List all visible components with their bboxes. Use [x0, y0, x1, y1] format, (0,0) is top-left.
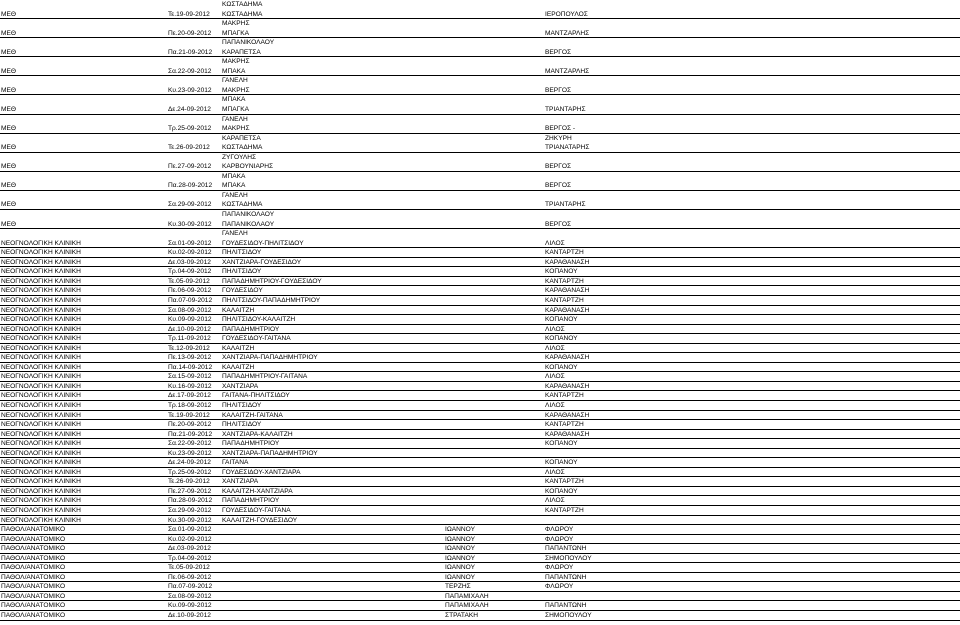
staff-c-cell: ΚΑΡΑΘΑΝΑΣΗ [545, 382, 590, 390]
table-row [0, 363, 960, 373]
table-row [0, 573, 960, 583]
table-row [0, 477, 960, 487]
staff-c-cell: ΣΗΜΟΠΟΥΛΟΥ [545, 612, 592, 619]
table-row [0, 506, 960, 516]
department-cell: ΝΕΟΓΝΟΛΟΓΙΚΗ ΚΛΙΝΙΚΗ [1, 354, 81, 362]
staff-a-cell: ΓΟΥΔΕΣΙΔΟΥ-ΓΑΙΤΑΝΑ [222, 506, 291, 514]
department-cell: ΝΕΟΓΝΟΛΟΓΙΚΗ ΚΛΙΝΙΚΗ [1, 478, 81, 486]
staff-c-cell: ΦΛΩΡΟΥ [545, 564, 574, 572]
staff-c-cell: ΚΑΡΑΘΑΝΑΣΗ [545, 430, 590, 438]
table-row [0, 468, 960, 478]
date-cell: Πε.20-09-2012 [168, 421, 212, 429]
staff-a-cell: ΚΩΣΤΑΔΗΜΑ [222, 144, 263, 152]
table-row [0, 10, 960, 20]
staff-c-cell: ΛΙΛΟΣ [545, 401, 565, 409]
staff-c-cell: ΒΕΡΓΟΣ [545, 48, 572, 56]
staff-a-cell: ΜΑΚΡΗΣ [222, 125, 250, 133]
table-row [0, 239, 960, 249]
date-cell: Κυ.16-09-2012 [168, 382, 212, 390]
table-row [0, 124, 960, 134]
table-row [0, 315, 960, 325]
staff-c-cell: ΚΑΡΑΘΑΝΑΣΗ [545, 306, 590, 314]
department-cell: ΝΕΟΓΝΟΛΟΓΙΚΗ ΚΛΙΝΙΚΗ [1, 449, 81, 457]
staff-c-cell: ΠΑΠΑΝΤΩΝΗ [545, 545, 587, 553]
staff-a-cell: ΚΑΡΒΟΥΝΙΑΡΗΣ [222, 163, 274, 171]
date-cell: Δε.03-09-2012 [168, 545, 211, 553]
department-cell: ΝΕΟΓΝΟΛΟΓΙΚΗ ΚΛΙΝΙΚΗ [1, 239, 81, 247]
staff-a-cell: ΠΑΠΑΔΗΜΗΤΡΙΟΥ [222, 440, 280, 448]
staff-a-cell: ΧΑΝΤΖΙΑΡΑ [222, 382, 259, 390]
staff-c-cell: ΚΑΝΤΑΡΤΖΗ [545, 478, 584, 486]
staff-c-cell: ΤΡΙΑΝΑΤΑΡΗΣ [545, 144, 590, 152]
staff-a-cell: ΜΠΑΓΚΑ [222, 29, 250, 37]
table-row [0, 191, 960, 201]
department-cell: ΝΕΟΓΝΟΛΟΓΙΚΗ ΚΛΙΝΙΚΗ [1, 316, 81, 324]
staff-b-cell: ΠΑΠΑΜΙΧΑΛΗ [445, 602, 489, 610]
staff-a-cell: ΧΑΝΤΖΙΑΡΑ-ΚΑΛΑΙΤΖΗ [222, 430, 293, 438]
table-row [0, 0, 960, 10]
department-cell: ΜΕΘ [1, 67, 17, 75]
staff-a-cell: ΧΑΝΤΖΙΑΡΑ [222, 478, 259, 486]
table-row [0, 19, 960, 29]
table-row [0, 430, 960, 440]
date-cell: Σα.15-09-2012 [168, 373, 212, 381]
table-row [0, 353, 960, 363]
staff-c-cell: ΠΑΠΑΝΤΩΝΗ [545, 573, 587, 581]
date-cell: Τρ.11-09-2012 [168, 335, 211, 343]
table-row [0, 535, 960, 545]
staff-a-cell: ΠΗΛΙΤΣΙΔΟΥ [222, 268, 262, 276]
staff-c-cell: ΒΕΡΓΟΣ [545, 182, 572, 190]
staff-a-cell: ΚΑΛΑΙΤΖΗ-ΓΑΙΤΑΝΑ [222, 411, 283, 419]
department-cell: ΝΕΟΓΝΟΛΟΓΙΚΗ ΚΛΙΝΙΚΗ [1, 268, 81, 276]
date-cell: Τε.05-09-2012 [168, 277, 210, 285]
staff-a-cell: ΠΑΠΑΝΙΚΟΛΑΟΥ [222, 39, 275, 47]
date-cell: Τρ.04-09-2012 [168, 268, 212, 276]
date-cell: Σα.22-09-2012 [168, 67, 212, 75]
department-cell: ΝΕΟΓΝΟΛΟΓΙΚΗ ΚΛΙΝΙΚΗ [1, 411, 81, 419]
staff-c-cell: ΜΑΝΤΖΑΡΛΗΣ [545, 29, 590, 37]
department-cell: ΝΕΟΓΝΟΛΟΓΙΚΗ ΚΛΙΝΙΚΗ [1, 363, 81, 371]
staff-a-cell: ΠΑΠΑΔΗΜΗΤΡΙΟΥ [222, 325, 280, 333]
date-cell: Σα.29-09-2012 [168, 506, 212, 514]
table-row [0, 544, 960, 554]
staff-b-cell: ΣΤΡΑΤΑΚΗ [445, 612, 479, 619]
table-row [0, 611, 960, 621]
staff-c-cell: ΚΟΠΑΝΟΥ [545, 335, 578, 343]
table-row [0, 67, 960, 77]
staff-a-cell: ΚΑΛΑΙΤΖΗ-ΧΑΝΤΖΙΑΡΑ [222, 487, 293, 495]
department-cell: ΝΕΟΓΝΟΛΟΓΙΚΗ ΚΛΙΝΙΚΗ [1, 497, 81, 505]
staff-c-cell: ΛΙΛΟΣ [545, 373, 565, 381]
staff-c-cell: ΚΟΠΑΝΟΥ [545, 459, 578, 467]
staff-a-cell: ΠΑΠΑΝΙΚΟΛΑΟΥ [222, 220, 275, 228]
department-cell: ΝΕΟΓΝΟΛΟΓΙΚΗ ΚΛΙΝΙΚΗ [1, 335, 81, 343]
staff-a-cell: ΚΑΛΑΙΤΖΗ [222, 363, 255, 371]
staff-a-cell: ΚΑΛΑΙΤΖΗ-ΓΟΥΔΕΣΙΔΟΥ [222, 516, 298, 524]
date-cell: Κυ.02-09-2012 [168, 249, 212, 257]
staff-c-cell: ΚΑΡΑΘΑΝΑΣΗ [545, 411, 590, 419]
table-row [0, 382, 960, 392]
staff-c-cell: ΚΟΠΑΝΟΥ [545, 268, 578, 276]
table-row [0, 105, 960, 115]
table-row [0, 449, 960, 459]
date-cell: Δε.03-09-2012 [168, 258, 211, 266]
staff-c-cell: ΚΑΝΤΑΡΤΖΗ [545, 392, 584, 400]
table-row [0, 277, 960, 287]
table-row [0, 439, 960, 449]
table-row [0, 115, 960, 125]
staff-c-cell: ΖΗΚΥΡΗ [545, 134, 572, 142]
staff-c-cell: ΙΕΡΟΠΟΥΛΟΣ [545, 10, 588, 18]
staff-c-cell: ΒΕΡΓΟΣ - [545, 125, 576, 133]
table-row [0, 372, 960, 382]
staff-c-cell: ΠΑΠΑΝΤΩΝΗ [545, 602, 587, 610]
staff-c-cell: ΦΛΩΡΟΥ [545, 583, 574, 591]
department-cell: ΠΑΘΟΛ/ΑΝΑΤΟΜΙΚΟ [1, 564, 66, 572]
date-cell: Σα.22-09-2012 [168, 440, 212, 448]
date-cell: Σα.08-09-2012 [168, 306, 212, 314]
table-row [0, 554, 960, 564]
staff-a-cell: ΖΥΓΟΥΛΗΣ [222, 153, 257, 161]
table-row [0, 86, 960, 96]
staff-a-cell: ΜΠΑΚΑ [222, 67, 246, 75]
staff-c-cell: ΜΑΝΤΖΑΡΛΗΣ [545, 67, 590, 75]
table-row [0, 516, 960, 526]
staff-c-cell: ΤΡΙΑΝΤΑΡΗΣ [545, 201, 586, 209]
table-row [0, 181, 960, 191]
table-row [0, 57, 960, 67]
staff-c-cell: ΚΑΝΤΑΡΤΖΗ [545, 249, 584, 257]
date-cell: Πα.07-09-2012 [168, 583, 213, 591]
date-cell: Τρ.25-09-2012 [168, 125, 212, 133]
staff-a-cell: ΜΠΑΚΑ [222, 96, 246, 104]
department-cell: ΜΕΘ [1, 125, 17, 133]
department-cell: ΜΕΘ [1, 201, 17, 209]
staff-a-cell: ΜΠΑΚΑ [222, 172, 246, 180]
staff-a-cell: ΠΗΛΙΤΣΙΔΟΥ [222, 249, 262, 257]
date-cell: Πα.28-09-2012 [168, 497, 213, 505]
staff-c-cell: ΚΑΡΑΘΑΝΑΣΗ [545, 354, 590, 362]
department-cell: ΝΕΟΓΝΟΛΟΓΙΚΗ ΚΛΙΝΙΚΗ [1, 440, 81, 448]
date-cell: Σα.01-09-2012 [168, 239, 212, 247]
date-cell: Τε.19-09-2012 [168, 10, 210, 18]
department-cell: ΝΕΟΓΝΟΛΟΓΙΚΗ ΚΛΙΝΙΚΗ [1, 277, 81, 285]
table-row [0, 306, 960, 316]
date-cell: Δε.10-09-2012 [168, 325, 211, 333]
staff-a-cell: ΠΑΠΑΔΗΜΗΤΡΙΟΥ-ΓΟΥΔΕΣΙΔΟΥ [222, 277, 322, 285]
table-row [0, 38, 960, 48]
department-cell: ΠΑΘΟΛ/ΑΝΑΤΟΜΙΚΟ [1, 602, 66, 610]
table-row [0, 172, 960, 182]
department-cell: ΝΕΟΓΝΟΛΟΓΙΚΗ ΚΛΙΝΙΚΗ [1, 306, 81, 314]
department-cell: ΝΕΟΓΝΟΛΟΓΙΚΗ ΚΛΙΝΙΚΗ [1, 258, 81, 266]
staff-a-cell: ΓΑΝΕΛΗ [222, 191, 248, 199]
staff-a-cell: ΠΗΛΙΤΣΙΔΟΥ-ΠΑΠΑΔΗΜΗΤΡΙΟΥ [222, 296, 321, 304]
date-cell: Τε.19-09-2012 [168, 411, 210, 419]
table-row [0, 411, 960, 421]
table-row [0, 592, 960, 602]
table-row [0, 286, 960, 296]
department-cell: ΝΕΟΓΝΟΛΟΓΙΚΗ ΚΛΙΝΙΚΗ [1, 459, 81, 467]
staff-b-cell: ΙΩΑΝΝΟΥ [445, 573, 475, 581]
staff-a-cell: ΜΑΚΡΗΣ [222, 86, 250, 94]
department-cell: ΝΕΟΓΝΟΛΟΓΙΚΗ ΚΛΙΝΙΚΗ [1, 468, 81, 476]
department-cell: ΝΕΟΓΝΟΛΟΓΙΚΗ ΚΛΙΝΙΚΗ [1, 287, 81, 295]
date-cell: Σα.29-09-2012 [168, 201, 212, 209]
department-cell: ΜΕΘ [1, 48, 17, 56]
staff-c-cell: ΚΟΠΑΝΟΥ [545, 363, 578, 371]
table-row [0, 344, 960, 354]
staff-c-cell: ΦΛΩΡΟΥ [545, 535, 574, 543]
date-cell: Πε.13-09-2012 [168, 354, 212, 362]
staff-a-cell: ΚΑΛΑΙΤΖΗ [222, 344, 255, 352]
date-cell: Δε.17-09-2012 [168, 392, 211, 400]
department-cell: ΠΑΘΟΛ/ΑΝΑΤΟΜΙΚΟ [1, 583, 66, 591]
date-cell: Κυ.30-09-2012 [168, 220, 212, 228]
staff-a-cell: ΓΑΙΤΑΝΑ [222, 459, 249, 467]
staff-b-cell: ΙΩΑΝΝΟΥ [445, 564, 475, 572]
table-row [0, 601, 960, 611]
staff-c-cell: ΛΙΛΟΣ [545, 325, 565, 333]
department-cell: ΠΑΘΟΛ/ΑΝΑΤΟΜΙΚΟ [1, 526, 66, 534]
date-cell: Πα.07-09-2012 [168, 296, 213, 304]
staff-a-cell: ΚΑΡΑΠΕΤΣΑ [222, 134, 261, 142]
table-row [0, 420, 960, 430]
department-cell: ΠΑΘΟΛ/ΑΝΑΤΟΜΙΚΟ [1, 592, 66, 600]
staff-b-cell: ΙΩΑΝΝΟΥ [445, 545, 475, 553]
staff-a-cell: ΠΑΠΑΔΗΜΗΤΡΙΟΥ-ΓΑΙΤΑΝΑ [222, 373, 308, 381]
date-cell: Πα.14-09-2012 [168, 363, 213, 371]
date-cell: Πε.06-09-2012 [168, 573, 212, 581]
date-cell: Πε.20-09-2012 [168, 29, 212, 37]
table-row [0, 334, 960, 344]
staff-c-cell: ΛΙΛΟΣ [545, 468, 565, 476]
staff-a-cell: ΓΟΥΔΕΣΙΔΟΥ [222, 287, 263, 295]
date-cell: Κυ.02-09-2012 [168, 535, 212, 543]
department-cell: ΝΕΟΓΝΟΛΟΓΙΚΗ ΚΛΙΝΙΚΗ [1, 487, 81, 495]
date-cell: Κυ.30-09-2012 [168, 516, 212, 524]
date-cell: Δε.10-09-2012 [168, 612, 211, 619]
department-cell: ΝΕΟΓΝΟΛΟΓΙΚΗ ΚΛΙΝΙΚΗ [1, 430, 81, 438]
date-cell: Πε.27-09-2012 [168, 487, 212, 495]
table-row [0, 200, 960, 210]
table-row [0, 391, 960, 401]
staff-c-cell: ΤΡΙΑΝΤΑΡΗΣ [545, 106, 586, 114]
staff-c-cell: ΚΑΡΑΘΑΝΑΣΗ [545, 258, 590, 266]
staff-a-cell: ΧΑΝΤΖΙΑΡΑ-ΠΑΠΑΔΗΜΗΤΡΙΟΥ [222, 354, 318, 362]
department-cell: ΝΕΟΓΝΟΛΟΓΙΚΗ ΚΛΙΝΙΚΗ [1, 373, 81, 381]
department-cell: ΝΕΟΓΝΟΛΟΓΙΚΗ ΚΛΙΝΙΚΗ [1, 382, 81, 390]
date-cell: Πα.28-09-2012 [168, 182, 213, 190]
date-cell: Τρ.04-09-2012 [168, 554, 212, 562]
staff-c-cell: ΛΙΛΟΣ [545, 344, 565, 352]
staff-c-cell: ΚΑΝΤΑΡΤΖΗ [545, 296, 584, 304]
staff-a-cell: ΓΟΥΔΕΣΙΔΟΥ-ΓΑΙΤΑΝΑ [222, 335, 291, 343]
department-cell: ΝΕΟΓΝΟΛΟΓΙΚΗ ΚΛΙΝΙΚΗ [1, 249, 81, 257]
department-cell: ΝΕΟΓΝΟΛΟΓΙΚΗ ΚΛΙΝΙΚΗ [1, 421, 81, 429]
staff-a-cell: ΓΑΙΤΑΝΑ-ΠΗΛΙΤΣΙΔΟΥ [222, 392, 290, 400]
date-cell: Τε.26-09-2012 [168, 478, 210, 486]
staff-c-cell: ΒΕΡΓΟΣ [545, 163, 572, 171]
department-cell: ΝΕΟΓΝΟΛΟΓΙΚΗ ΚΛΙΝΙΚΗ [1, 296, 81, 304]
table-row [0, 229, 960, 239]
table-row [0, 248, 960, 258]
date-cell: Σα.01-09-2012 [168, 526, 212, 534]
staff-a-cell: ΠΑΠΑΝΙΚΟΛΑΟΥ [222, 211, 275, 219]
date-cell: Κυ.09-09-2012 [168, 316, 212, 324]
staff-a-cell: ΠΗΛΙΤΣΙΔΟΥ-ΚΑΛΑΙΤΖΗ [222, 316, 296, 324]
staff-c-cell: ΚΟΠΑΝΟΥ [545, 316, 578, 324]
table-row [0, 487, 960, 497]
date-cell: Σα.08-09-2012 [168, 592, 212, 600]
staff-a-cell: ΓΑΝΕΛΗ [222, 115, 248, 123]
staff-a-cell: ΧΑΝΤΖΙΑΡΑ-ΓΟΥΔΕΣΙΔΟΥ [222, 258, 302, 266]
staff-c-cell: ΒΕΡΓΟΣ [545, 86, 572, 94]
date-cell: Τε.05-09-2012 [168, 564, 210, 572]
staff-c-cell: ΣΗΜΟΠΟΥΛΟΥ [545, 554, 592, 562]
staff-c-cell: ΚΟΠΑΝΟΥ [545, 440, 578, 448]
table-row [0, 95, 960, 105]
staff-a-cell: ΜΠΑΚΑ [222, 182, 246, 190]
date-cell: Πα.21-09-2012 [168, 430, 213, 438]
staff-a-cell: ΜΠΑΓΚΑ [222, 106, 250, 114]
table-row [0, 153, 960, 163]
department-cell: ΝΕΟΓΝΟΛΟΓΙΚΗ ΚΛΙΝΙΚΗ [1, 401, 81, 409]
department-cell: ΜΕΘ [1, 106, 17, 114]
staff-a-cell: ΓΟΥΔΕΣΙΔΟΥ-ΠΗΛΙΤΣΙΔΟΥ [222, 239, 304, 247]
table-row [0, 134, 960, 144]
staff-b-cell: ΙΩΑΝΝΟΥ [445, 554, 475, 562]
table-row [0, 258, 960, 268]
department-cell: ΝΕΟΓΝΟΛΟΓΙΚΗ ΚΛΙΝΙΚΗ [1, 325, 81, 333]
table-row [0, 48, 960, 58]
staff-c-cell: ΚΟΠΑΝΟΥ [545, 487, 578, 495]
staff-a-cell: ΚΑΛΑΙΤΖΗ [222, 306, 255, 314]
staff-a-cell: ΚΩΣΤΑΔΗΜΑ [222, 10, 263, 18]
department-cell: ΠΑΘΟΛ/ΑΝΑΤΟΜΙΚΟ [1, 554, 66, 562]
staff-c-cell: ΒΕΡΓΟΣ [545, 220, 572, 228]
staff-a-cell: ΠΗΛΙΤΣΙΔΟΥ [222, 401, 262, 409]
department-cell: ΠΑΘΟΛ/ΑΝΑΤΟΜΙΚΟ [1, 535, 66, 543]
date-cell: Κυ.23-09-2012 [168, 449, 212, 457]
staff-c-cell: ΚΑΡΑΘΑΝΑΣΗ [545, 287, 590, 295]
table-row [0, 162, 960, 172]
table-row [0, 29, 960, 39]
date-cell: Κυ.09-09-2012 [168, 602, 212, 610]
staff-a-cell: ΜΑΚΡΗΣ [222, 58, 250, 66]
staff-c-cell: ΛΙΛΟΣ [545, 497, 565, 505]
table-row [0, 563, 960, 573]
department-cell: ΠΑΘΟΛ/ΑΝΑΤΟΜΙΚΟ [1, 545, 66, 553]
date-cell: Τε.26-09-2012 [168, 144, 210, 152]
staff-a-cell: ΧΑΝΤΖΙΑΡΑ-ΠΑΠΑΔΗΜΗΤΡΙΟΥ [222, 449, 318, 457]
date-cell: Τε.12-09-2012 [168, 344, 210, 352]
date-cell: Πε.27-09-2012 [168, 163, 212, 171]
staff-c-cell: ΚΑΝΤΑΡΤΖΗ [545, 421, 584, 429]
staff-b-cell: ΙΩΑΝΝΟΥ [445, 526, 475, 534]
department-cell: ΜΕΘ [1, 163, 17, 171]
staff-b-cell: ΤΕΡΖΗΣ [445, 583, 471, 591]
table-row [0, 220, 960, 230]
table-row [0, 325, 960, 335]
table-row [0, 210, 960, 220]
staff-a-cell: ΓΑΝΕΛΗ [222, 230, 248, 238]
date-cell: Πα.21-09-2012 [168, 48, 213, 56]
staff-b-cell: ΙΩΑΝΝΟΥ [445, 535, 475, 543]
department-cell: ΜΕΘ [1, 10, 17, 18]
staff-c-cell: ΦΛΩΡΟΥ [545, 526, 574, 534]
table-row [0, 76, 960, 86]
date-cell: Δε.24-09-2012 [168, 106, 211, 114]
staff-a-cell: ΠΑΠΑΔΗΜΗΤΡΙΟΥ [222, 497, 280, 505]
department-cell: ΝΕΟΓΝΟΛΟΓΙΚΗ ΚΛΙΝΙΚΗ [1, 506, 81, 514]
staff-a-cell: ΚΑΡΑΠΕΤΣΑ [222, 48, 261, 56]
staff-c-cell: ΚΑΝΤΑΡΤΖΗ [545, 506, 584, 514]
staff-c-cell: ΚΑΝΤΑΡΤΖΗ [545, 277, 584, 285]
table-row [0, 582, 960, 592]
department-cell: ΝΕΟΓΝΟΛΟΓΙΚΗ ΚΛΙΝΙΚΗ [1, 516, 81, 524]
staff-a-cell: ΓΑΝΕΛΗ [222, 77, 248, 85]
date-cell: Δε.24-09-2012 [168, 459, 211, 467]
table-row [0, 496, 960, 506]
department-cell: ΜΕΘ [1, 182, 17, 190]
staff-a-cell: ΓΟΥΔΕΣΙΔΟΥ-ΧΑΝΤΖΙΑΡΑ [222, 468, 301, 476]
table-row [0, 267, 960, 277]
date-cell: Τρ.18-09-2012 [168, 401, 212, 409]
staff-a-cell: ΠΗΛΙΤΣΙΔΟΥ [222, 421, 262, 429]
table-row [0, 458, 960, 468]
table-row [0, 143, 960, 153]
date-cell: Κυ.23-09-2012 [168, 86, 212, 94]
department-cell: ΜΕΘ [1, 86, 17, 94]
table-row [0, 525, 960, 535]
staff-c-cell: ΛΙΛΟΣ [545, 239, 565, 247]
staff-b-cell: ΠΑΠΑΜΙΧΑΛΗ [445, 592, 489, 600]
table-row [0, 296, 960, 306]
department-cell: ΠΑΘΟΛ/ΑΝΑΤΟΜΙΚΟ [1, 612, 66, 619]
department-cell: ΝΕΟΓΝΟΛΟΓΙΚΗ ΚΛΙΝΙΚΗ [1, 392, 81, 400]
department-cell: ΝΕΟΓΝΟΛΟΓΙΚΗ ΚΛΙΝΙΚΗ [1, 344, 81, 352]
department-cell: ΜΕΘ [1, 144, 17, 152]
staff-a-cell: ΚΩΣΤΑΔΗΜΑ [222, 1, 263, 8]
department-cell: ΜΕΘ [1, 220, 17, 228]
date-cell: Πε.06-09-2012 [168, 287, 212, 295]
date-cell: Τρ.25-09-2012 [168, 468, 212, 476]
table-row [0, 401, 960, 411]
staff-a-cell: ΚΩΣΤΑΔΗΜΑ [222, 201, 263, 209]
department-cell: ΠΑΘΟΛ/ΑΝΑΤΟΜΙΚΟ [1, 573, 66, 581]
department-cell: ΜΕΘ [1, 29, 17, 37]
staff-a-cell: ΜΑΚΡΗΣ [222, 20, 250, 28]
